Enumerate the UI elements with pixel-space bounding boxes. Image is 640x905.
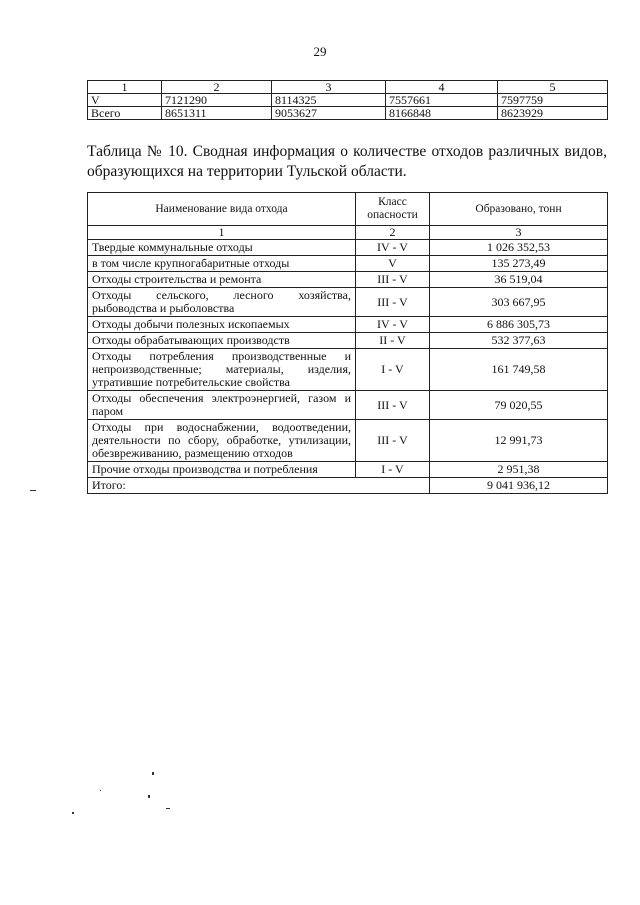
hazard-class: I - V [356, 462, 430, 478]
waste-amount: 1 026 352,53 [430, 240, 608, 256]
waste-name: в том числе крупногабаритные отходы [88, 256, 356, 272]
waste-name: Отходы обрабатывающих производств [88, 333, 356, 349]
table-cell: 2 [162, 81, 272, 94]
scan-mark [148, 795, 150, 798]
table-row [88, 256, 608, 272]
table-row [88, 349, 608, 391]
table-cell: V [88, 94, 162, 107]
table-row [88, 420, 608, 462]
table-cell: Всего [88, 107, 162, 120]
table-header-row [88, 193, 608, 226]
table-cell: 8166848 [386, 107, 498, 120]
waste-name: Твердые коммунальные отходы [88, 240, 356, 256]
waste-amount: 303 667,95 [430, 288, 608, 317]
column-header-name: Наименование вида отхода [88, 193, 356, 226]
column-number: 1 [88, 226, 356, 240]
table-caption: Таблица № 10. Сводная информация о количестве отходов различных видов, образующихся на территории Тульской области. [87, 143, 607, 180]
column-header-class: Класс опасности [356, 193, 430, 226]
table-row [88, 288, 608, 317]
waste-amount: 12 991,73 [430, 420, 608, 462]
table-cell: 8114325 [272, 94, 386, 107]
total-label: Итого: [88, 478, 430, 494]
waste-name: Прочие отходы производства и потребления [88, 462, 356, 478]
waste-name: Отходы потребления производственные и непроизводственные; материалы, изделия, утратившие потребительские свойства [88, 349, 356, 391]
table-row [88, 391, 608, 420]
waste-amount: 6 886 305,73 [430, 317, 608, 333]
table-row [88, 333, 608, 349]
table-row [88, 240, 608, 256]
table-cell: 7557661 [386, 94, 498, 107]
waste-amount: 161 749,58 [430, 349, 608, 391]
column-number-row [88, 226, 608, 240]
table-row [88, 272, 608, 288]
table-cell: 8651311 [162, 107, 272, 120]
table-cell: 5 [498, 81, 608, 94]
scan-mark [72, 812, 74, 814]
waste-amount: 79 020,55 [430, 391, 608, 420]
table-row [88, 107, 608, 120]
waste-summary-table [87, 192, 608, 494]
table-cell: 3 [272, 81, 386, 94]
hazard-class: V [356, 256, 430, 272]
waste-name: Отходы добычи полезных ископаемых [88, 317, 356, 333]
waste-amount: 2 951,38 [430, 462, 608, 478]
waste-amount: 36 519,04 [430, 272, 608, 288]
previous-table [87, 80, 608, 120]
table-cell: 9053627 [272, 107, 386, 120]
scan-mark [30, 490, 36, 491]
table-row [88, 462, 608, 478]
column-header-amount: Образовано, тонн [430, 193, 608, 226]
waste-amount: 135 273,49 [430, 256, 608, 272]
scan-mark [100, 790, 101, 791]
hazard-class: IV - V [356, 317, 430, 333]
hazard-class: III - V [356, 288, 430, 317]
scan-mark [166, 808, 170, 809]
scan-mark [152, 772, 154, 775]
hazard-class: II - V [356, 333, 430, 349]
waste-name: Отходы при водоснабжении, водоотведении, деятельности по сбору, обработке, утилизации, обезвреживанию, размещению отходов [88, 420, 356, 462]
table-cell: 4 [386, 81, 498, 94]
table-cell: 7121290 [162, 94, 272, 107]
waste-name: Отходы сельского, лесного хозяйства, рыбоводства и рыболовства [88, 288, 356, 317]
waste-amount: 532 377,63 [430, 333, 608, 349]
hazard-class: III - V [356, 420, 430, 462]
hazard-class: III - V [356, 272, 430, 288]
table-cell: 7597759 [498, 94, 608, 107]
hazard-class: III - V [356, 391, 430, 420]
total-row [88, 478, 608, 494]
hazard-class: I - V [356, 349, 430, 391]
page-number: 29 [313, 44, 327, 59]
table-row [88, 94, 608, 107]
table-row [88, 317, 608, 333]
waste-name: Отходы обеспечения электроэнергией, газом и паром [88, 391, 356, 420]
waste-name: Отходы строительства и ремонта [88, 272, 356, 288]
table-header-row [88, 81, 608, 94]
table-cell: 1 [88, 81, 162, 94]
total-amount: 9 041 936,12 [430, 478, 608, 494]
column-number: 2 [356, 226, 430, 240]
table-cell: 8623929 [498, 107, 608, 120]
column-number: 3 [430, 226, 608, 240]
hazard-class: IV - V [356, 240, 430, 256]
